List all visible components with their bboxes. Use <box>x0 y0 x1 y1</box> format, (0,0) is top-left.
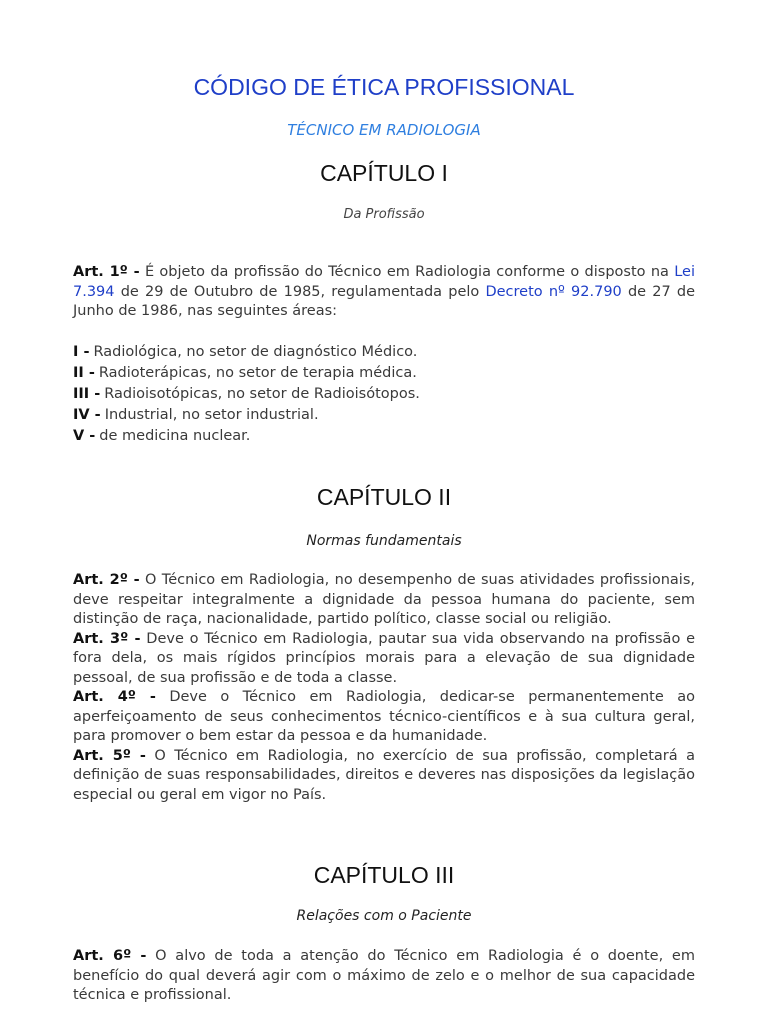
chapter-3-title: CAPÍTULO III <box>313 862 455 888</box>
article-4: Art. 4º - Deve o Técnico em Radiologia, dedicar-se permanentemente ao aperfeiçoamento de seus conhecimentos técnico-científicos e à sua cultura geral, para promover o bem estar da pessoa e da humanidade. <box>73 689 695 744</box>
list-item: III - Radioisotópicas, no setor de Radioisótopos. <box>73 386 420 402</box>
document-title: CÓDIGO DE ÉTICA PROFISSIONAL <box>193 74 575 100</box>
article-1-text-c: de 27 de Junho de 1986, nas seguintes áreas: <box>73 283 696 319</box>
document-subtitle: TÉCNICO EM RADIOLOGIA <box>287 121 481 139</box>
chapter-1-subtitle: Da Profissão <box>343 207 425 222</box>
article-2: Art. 2º - O Técnico em Radiologia, no desempenho de suas atividades profissionais, deve respeitar integralmente a dignidade da pessoa humana do paciente, sem distinção de raça, nacionalidade, partido político, classe social ou religião. <box>73 572 695 627</box>
chapter-1-title: CAPÍTULO I <box>320 160 448 186</box>
list-item: V - de medicina nuclear. <box>73 428 251 444</box>
article-5: Art. 5º - O Técnico em Radiologia, no exercício de sua profissão, completará a definição de suas responsabilidades, direitos e deveres nas disposições da legislação especial ou geral em vigor no País. <box>73 747 695 803</box>
chapter-2-subtitle: Normas fundamentais <box>306 533 462 549</box>
list-item: IV - Industrial, no setor industrial. <box>73 407 319 423</box>
chapter-2-articles <box>73 571 695 805</box>
list-item: I - Radiológica, no setor de diagnóstico Médico. <box>73 344 418 360</box>
article-1-text-a: É objeto da profissão do Técnico em Radiologia conforme o disposto na <box>139 264 675 280</box>
areas-list <box>73 342 695 447</box>
chapter-2-title: CAPÍTULO II <box>316 484 452 510</box>
article-1 <box>73 263 695 322</box>
article-6: Art. 6º - O alvo de toda a atenção do Técnico em Radiologia é o doente, em benefício do qual deverá agir com o máximo de zelo e o melhor de sua capacidade técnica e profissional. <box>73 948 695 1003</box>
decreto-link[interactable]: Decreto nº 92.790 <box>485 283 622 300</box>
article-1-label: Art. 1º - <box>73 264 140 280</box>
chapter-3-articles <box>73 947 695 1006</box>
chapter-3-subtitle: Relações com o Paciente <box>296 908 472 924</box>
article-3: Art. 3º - Deve o Técnico em Radiologia, pautar sua vida observando na profissão e fora dela, os mais rígidos princípios morais para a elevação de sua dignidade pessoal, de sua profissão e de toda a classe. <box>73 630 695 686</box>
article-1-text-b: de 29 de Outubro de 1985, regulamentada pelo <box>114 283 486 300</box>
lei-link[interactable]: Lei 7.394 <box>73 264 695 300</box>
list-item: II - Radioterápicas, no setor de terapia médica. <box>73 365 417 381</box>
